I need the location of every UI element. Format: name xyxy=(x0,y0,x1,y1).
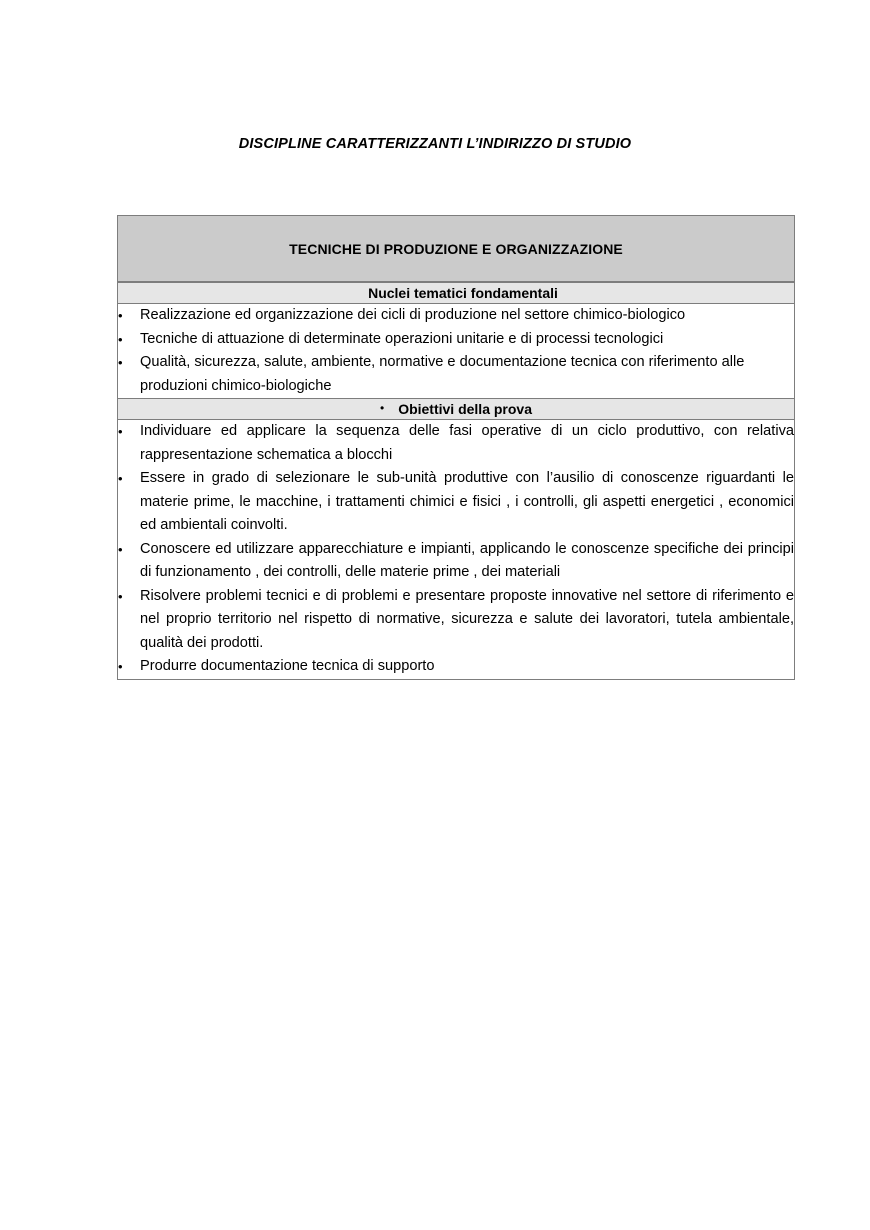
section-body-nuclei xyxy=(118,304,794,398)
bullet-icon: • xyxy=(118,331,123,347)
subject-header-label: TECNICHE DI PRODUZIONE E ORGANIZZAZIONE xyxy=(289,240,623,257)
list-item xyxy=(118,538,794,585)
bullet-icon: • xyxy=(118,308,123,323)
list-item xyxy=(118,655,794,679)
table-header-row xyxy=(118,216,794,282)
list-item-text: Produrre documentazione tecnica di supporto xyxy=(140,658,435,674)
list-item xyxy=(118,585,794,656)
bullet-icon: • xyxy=(118,659,123,674)
list-item-text: Realizzazione ed organizzazione dei cicli di produzione nel settore chimico-biologico xyxy=(140,307,686,323)
list-item xyxy=(118,351,794,398)
bullet-icon: • xyxy=(118,355,123,370)
list-item-text: Tecniche di attuazione di determinate operazioni unitarie e di processi tecnologici xyxy=(140,330,664,347)
section-band-label: Nuclei tematici fondamentali xyxy=(368,285,558,301)
bullet-icon: • xyxy=(379,401,385,415)
subject-table xyxy=(117,215,795,680)
page-title: DISCIPLINE CARATTERIZZANTI L’INDIRIZZO DI STUDIO xyxy=(238,136,632,152)
list-item xyxy=(118,420,794,467)
list-item-text: Essere in grado di selezionare le sub-unità produttive con l’ausilio di conoscenze riguardanti le materie prime, le macchine, i trattamenti chimici e fisici , i controlli, gli aspetti energetici , economici ed ambientali coinvolti. xyxy=(140,470,794,533)
list-item xyxy=(118,467,794,538)
bullet-icon: • xyxy=(118,424,123,439)
list-item-text: Conoscere ed utilizzare apparecchiature e impianti, applicando le conoscenze specifiche dei principi di funzionamento , dei controlli, delle materie prime , dei materiali xyxy=(140,540,794,580)
list-item xyxy=(118,328,794,352)
nuclei-bullet-list xyxy=(118,304,794,398)
list-item-text: Risolvere problemi tecnici e di problemi e presentare proposte innovative nel settore di riferimento e nel proprio territorio nel rispetto di normative, sicurezza e salute dei lavoratori, tutela ambientale, qualità dei prodotti. xyxy=(140,587,794,651)
section-body-obiettivi xyxy=(118,420,794,679)
section-band-label: Obiettivi della prova xyxy=(398,401,533,417)
obiettivi-bullet-list xyxy=(118,420,794,679)
section-band-nuclei xyxy=(118,282,794,304)
list-item-text: Qualità, sicurezza, salute, ambiente, normative e documentazione tecnica con riferimento alle produzioni chimico-biologiche xyxy=(140,354,745,394)
bullet-icon: • xyxy=(118,541,123,557)
list-item xyxy=(118,304,794,328)
section-band-obiettivi xyxy=(118,398,794,420)
bullet-icon: • xyxy=(118,471,123,486)
list-item-text: Individuare ed applicare la sequenza delle fasi operative di un ciclo produttivo, con relativa rappresentazione schematica a blocchi xyxy=(140,423,794,463)
bullet-icon: • xyxy=(118,588,123,604)
